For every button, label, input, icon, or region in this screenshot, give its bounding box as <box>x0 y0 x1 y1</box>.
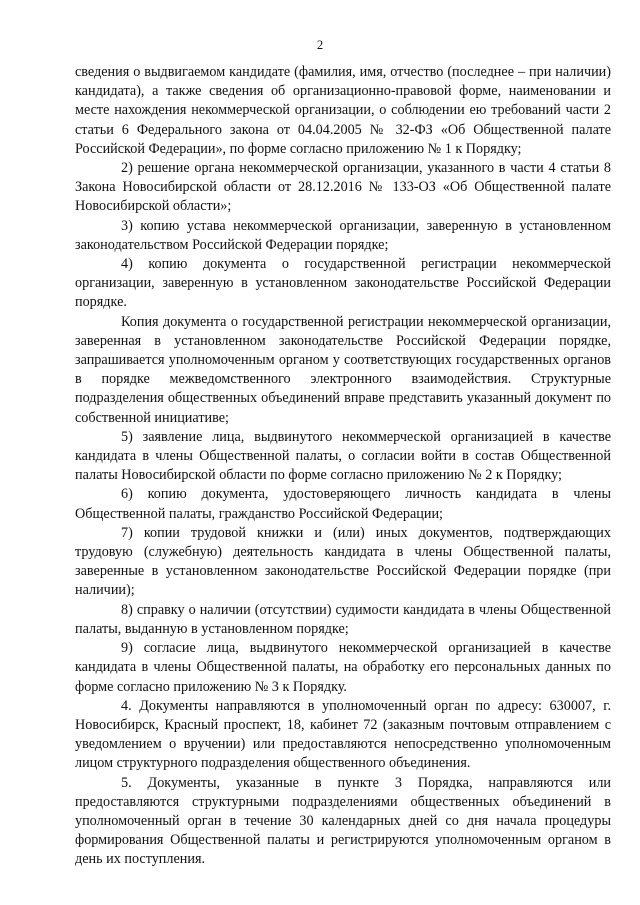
paragraph-item-4: 4) копию документа о государственной регистрации некоммерческой организации, заверенную в установленном законодательстве Российской Федерации порядке. <box>75 256 611 311</box>
paragraph-candidate-info: сведения о выдвигаемом кандидате (фамилия, имя, отчество (последнее – при наличии) кандидата), а также сведения об организационно-правовой форме, наименовании и месте нахождения некоммерческой организации, о соблюдении ею требований части 2 статьи 6 Федерального закона от 04.04.2005 № 32-ФЗ «Об Общественной палате Российской Федерации», по форме согласно приложению № 1 к Порядку; <box>75 64 611 157</box>
paragraph-item-6: 6) копию документа, удостоверяющего личность кандидата в члены Общественной палаты, гражданство Российской Федерации; <box>75 486 611 522</box>
paragraph-section-4: 4. Документы направляются в уполномоченный орган по адресу: 630007, г. Новосибирск, Красный проспект, 18, кабинет 72 (заказным почтовым отправлением с уведомлением о вручении) или предоставляются непосредственно уполномоченным лицом структурного подразделения общественного объединения. <box>75 697 611 772</box>
paragraph-item-8: 8) справку о наличии (отсутствии) судимости кандидата в члены Общественной палаты, выданную в установленном порядке; <box>75 601 611 637</box>
paragraph-section-5: 5. Документы, указанные в пункте 3 Порядка, направляются или предоставляются структурными подразделениями общественных объединений в уполномоченный орган в течение 30 календарных дней со дня начала процедуры формирования Общественной палаты и регистрируются уполномоченным органом в день их поступления. <box>75 774 611 868</box>
paragraph-item-9: 9) согласие лица, выдвинутого некоммерческой организацией в качестве кандидата в члены Общественной палаты, на обработку его персональных данных по форме согласно приложению № 3 к Порядку. <box>75 640 611 695</box>
paragraph-registration-copy: Копия документа о государственной регистрации некоммерческой организации, заверенная в установленном законодательстве Российской Федерации порядке, запрашивается уполномоченным органом у соответствующих государственных органов в порядке межведомственного электронного взаимодействия. Структурные подразделения общественных объединений вправе представить указанный документ по собственной инициативе; <box>75 313 611 426</box>
paragraph-item-7: 7) копии трудовой книжки и (или) иных документов, подтверждающих трудовую (служебную) деятельность кандидата в члены Общественной палаты, заверенные в установленном законодательстве Российской Федерации порядке (при наличии); <box>75 524 611 599</box>
paragraph-item-2: 2) решение органа некоммерческой организации, указанного в части 4 статьи 8 Закона Новосибирской области от 28.12.2016 № 133-ОЗ «Об Общественной палате Новосибирской области»; <box>75 160 611 215</box>
page-number: 2 <box>316 38 324 52</box>
document-body <box>75 63 611 870</box>
paragraph-item-3: 3) копию устава некоммерческой организации, заверенную в установленном законодательством Российской Федерации порядке; <box>75 217 611 253</box>
paragraph-item-5: 5) заявление лица, выдвинутого некоммерческой организацией в качестве кандидата в члены Общественной палаты, о согласии войти в состав Общественной палаты Новосибирской области по форме согласно приложению № 2 к Порядку; <box>75 428 611 484</box>
